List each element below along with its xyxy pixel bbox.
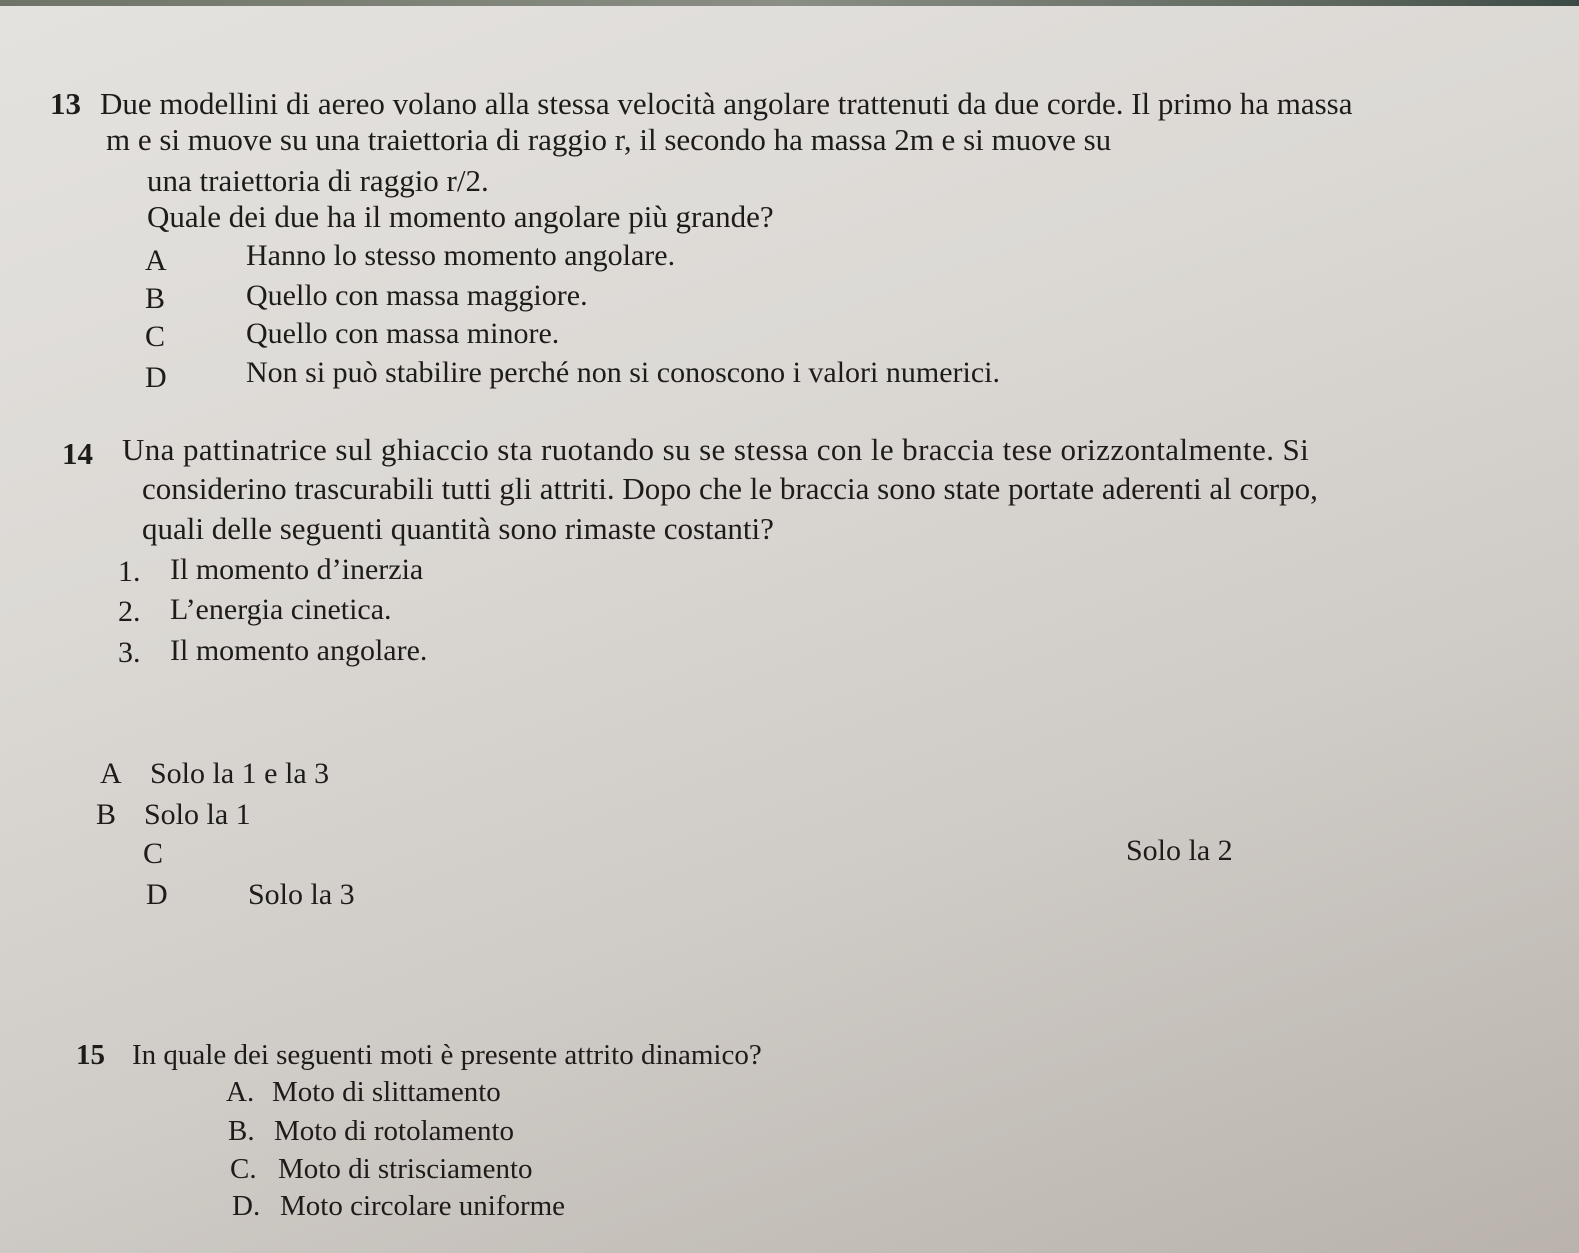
option-letter: B xyxy=(96,798,117,831)
item-text: Il momento d’inerzia xyxy=(170,553,424,586)
item-number: 3. xyxy=(118,636,141,669)
question-text-line: m e si muove su una traiettoria di raggio r, il secondo ha massa 2m e si muove su xyxy=(106,122,1112,157)
option-text: Quello con massa minore. xyxy=(246,317,560,350)
option-text: Moto di rotolamento xyxy=(274,1115,515,1147)
option-text: Solo la 1 e la 3 xyxy=(150,757,330,790)
option-text: Hanno lo stesso momento angolare. xyxy=(246,239,676,272)
option-text: Solo la 1 xyxy=(144,798,251,831)
option-text: Solo la 2 xyxy=(1126,834,1233,867)
question-text-line: considerino trascurabili tutti gli attriti. Dopo che le braccia sono state portate aderenti al corpo, xyxy=(142,471,1318,506)
option-letter: C xyxy=(145,320,166,353)
option-text: Solo la 3 xyxy=(248,878,355,911)
option-letter: C xyxy=(143,837,164,870)
item-text: L’energia cinetica. xyxy=(170,593,392,626)
question-prompt: Quale dei due ha il momento angolare più grande? xyxy=(147,199,774,234)
question-number: 15 xyxy=(76,1039,105,1071)
question-number: 13 xyxy=(50,86,81,121)
option-letter: D. xyxy=(232,1190,261,1222)
option-text: Moto di slittamento xyxy=(272,1076,501,1108)
option-letter: D xyxy=(146,878,168,911)
item-number: 1. xyxy=(118,555,141,588)
question-text-line: Due modellini di aereo volano alla stessa velocità angolare trattenuti da due corde. Il primo ha massa xyxy=(100,86,1353,121)
page-top-edge xyxy=(0,0,1579,6)
option-letter: B xyxy=(145,282,166,315)
option-letter: C. xyxy=(230,1153,257,1185)
option-text: Moto di strisciamento xyxy=(278,1153,533,1185)
option-letter: A xyxy=(100,757,122,790)
item-number: 2. xyxy=(118,595,141,628)
option-letter: A xyxy=(145,244,167,277)
option-letter: B. xyxy=(228,1115,255,1147)
item-text: Il momento angolare. xyxy=(170,634,428,667)
question-number: 14 xyxy=(62,436,93,471)
option-letter: A. xyxy=(226,1076,255,1108)
question-prompt: quali delle seguenti quantità sono rimaste costanti? xyxy=(142,511,774,546)
question-text-line: Una pattinatrice sul ghiaccio sta ruotando su se stessa con le braccia tese orizzontalmente. Si xyxy=(122,432,1310,467)
option-text: Non si può stabilire perché non si conoscono i valori numerici. xyxy=(246,356,1000,389)
question-prompt: In quale dei seguenti moti è presente attrito dinamico? xyxy=(132,1039,762,1071)
option-letter: D xyxy=(145,361,167,394)
question-text-line: una traiettoria di raggio r/2. xyxy=(147,163,489,198)
option-text: Moto circolare uniforme xyxy=(280,1190,566,1222)
option-text: Quello con massa maggiore. xyxy=(246,279,588,312)
